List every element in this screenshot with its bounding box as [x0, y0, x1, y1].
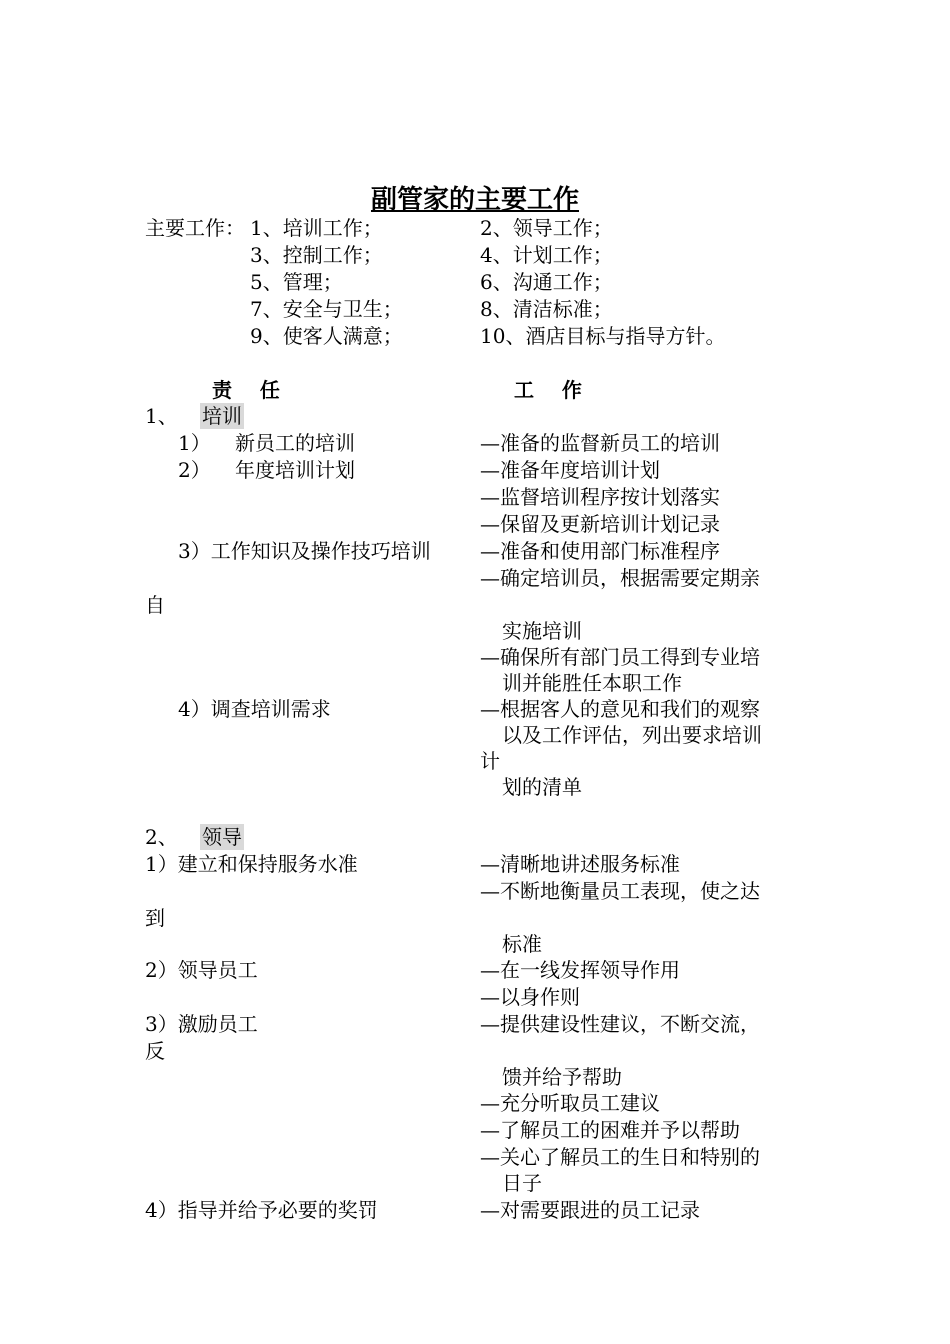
work-text: —根据客人的意见和我们的观察 — [480, 697, 760, 721]
summary-label: 主要工作： — [145, 216, 245, 240]
responsibility-text: 年度培训计划 — [235, 458, 355, 482]
section-title: 领导 — [202, 825, 242, 849]
summary-item: 5、管理； — [250, 270, 343, 294]
section-title: 培训 — [202, 404, 242, 428]
summary-item: 3、控制工作； — [250, 243, 383, 267]
summary-item: 10、酒店目标与指导方针。 — [480, 324, 726, 348]
header-responsibility: 责 任 — [212, 378, 280, 402]
work-text: —保留及更新培训计划记录 — [480, 512, 720, 536]
work-text: —准备年度培训计划 — [480, 458, 660, 482]
work-text: 划的清单 — [502, 775, 582, 799]
work-text: —以身作则 — [480, 985, 580, 1009]
responsibility-text: 1）建立和保持服务水准 — [145, 852, 358, 876]
work-text: 训并能胜任本职工作 — [502, 671, 682, 695]
summary-item: 8、清洁标准； — [480, 297, 613, 321]
responsibility-text: 4）指导并给予必要的奖罚 — [145, 1198, 378, 1222]
work-text: —提供建设性建议，不断交流， — [480, 1012, 760, 1036]
work-text: —对需要跟进的员工记录 — [480, 1198, 700, 1222]
summary-item: 2、领导工作； — [480, 216, 613, 240]
work-text: —在一线发挥领导作用 — [480, 958, 680, 982]
summary-item: 1、培训工作； — [250, 216, 383, 240]
work-text: 自 — [145, 593, 165, 617]
responsibility-text: 3）工作知识及操作技巧培训 — [178, 539, 431, 563]
work-text: —确定培训员，根据需要定期亲 — [480, 566, 760, 590]
work-text: —不断地衡量员工表现，使之达 — [480, 879, 760, 903]
work-text: —了解员工的困难并予以帮助 — [480, 1118, 740, 1142]
responsibility-text: 3）激励员工 — [145, 1012, 258, 1036]
section-number: 1、 — [145, 404, 178, 428]
work-text: 标准 — [502, 932, 542, 956]
responsibility-text: 新员工的培训 — [235, 431, 355, 455]
work-text: —关心了解员工的生日和特别的 — [480, 1145, 760, 1169]
work-text: —监督培训程序按计划落实 — [480, 485, 720, 509]
page-title: 副管家的主要工作 — [370, 185, 579, 215]
work-text: —充分听取员工建议 — [480, 1091, 660, 1115]
summary-item: 6、沟通工作； — [480, 270, 613, 294]
item-number: 2） — [178, 458, 211, 482]
work-text: 到 — [145, 906, 165, 930]
work-text: 以及工作评估，列出要求培训 — [502, 723, 762, 747]
work-text: —准备的监督新员工的培训 — [480, 431, 720, 455]
summary-item: 7、安全与卫生； — [250, 297, 403, 321]
header-work: 工 作 — [514, 378, 582, 402]
work-text: 计 — [480, 749, 500, 773]
work-text: —清晰地讲述服务标准 — [480, 852, 680, 876]
work-text: —准备和使用部门标准程序 — [480, 539, 720, 563]
work-text: 日子 — [502, 1171, 542, 1195]
work-text: 反 — [145, 1039, 165, 1063]
work-text: —确保所有部门员工得到专业培 — [480, 645, 760, 669]
summary-item: 4、计划工作； — [480, 243, 613, 267]
responsibility-text: 2）领导员工 — [145, 958, 258, 982]
item-number: 1） — [178, 431, 211, 455]
responsibility-text: 4）调查培训需求 — [178, 697, 331, 721]
work-text: 馈并给予帮助 — [502, 1065, 622, 1089]
work-text: 实施培训 — [502, 619, 582, 643]
summary-item: 9、使客人满意； — [250, 324, 403, 348]
section-number: 2、 — [145, 825, 178, 849]
